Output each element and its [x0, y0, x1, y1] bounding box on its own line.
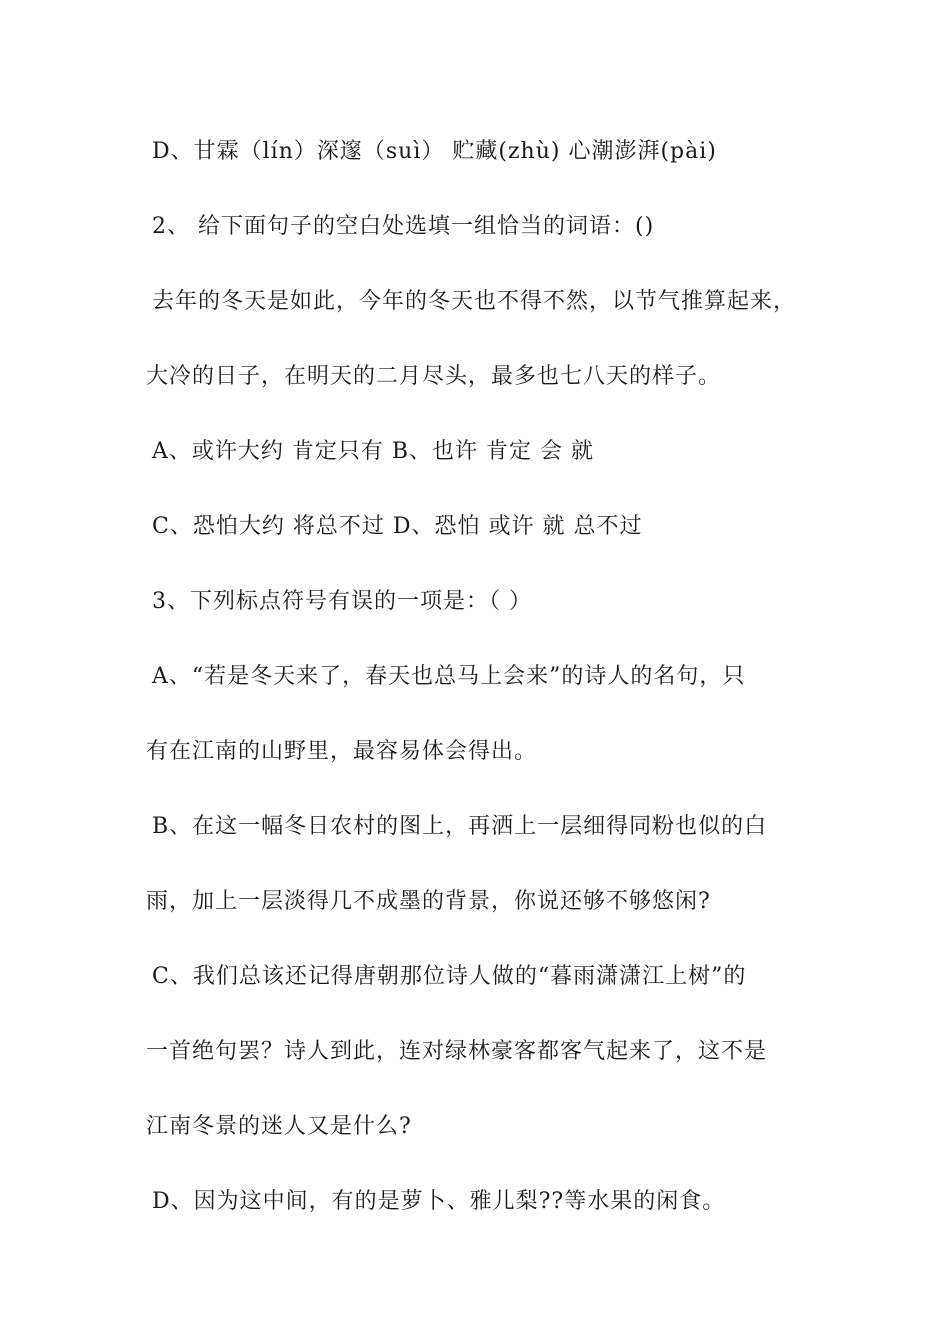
question-2-stem: 2、 给下面句子的空白处选填一组恰当的词语：() — [152, 214, 655, 239]
options-c-d-line: C、恐怕大约 将总不过 D、恐怕 或许 就 总不过 — [152, 514, 643, 539]
option-d-line: D、因为这中间，有的是萝卜、雅儿梨??等水果的闲食。 — [152, 1189, 726, 1214]
question-3-stem: 3、下列标点符号有误的一项是：（ ） — [152, 589, 532, 614]
option-c-line-3: 江南冬景的迷人又是什么? — [146, 1114, 412, 1139]
option-a-line-2: 有在江南的山野里，最容易体会得出。 — [146, 739, 538, 764]
option-b-line-1: B、在这一幅冬日农村的图上，再洒上一层细得同粉也似的白 — [152, 814, 768, 839]
option-c-line-1: C、我们总该还记得唐朝那位诗人做的“暮雨潇潇江上树”的 — [152, 964, 747, 989]
option-c-line-2: 一首绝句罢？诗人到此，连对绿林豪客都客气起来了，这不是 — [146, 1039, 768, 1064]
option-b-line-2: 雨，加上一层淡得几不成墨的背景，你说还够不够悠闲? — [146, 889, 711, 914]
passage-line-1: 去年的冬天是如此，今年的冬天也不得不然，以节气推算起来， — [152, 289, 797, 314]
passage-line-2: 大冷的日子，在明天的二月尽头，最多也七八天的样子。 — [146, 364, 722, 389]
option-a-line-1: A、“若是冬天来了，春天也总马上会来”的诗人的名句，只 — [152, 664, 746, 689]
options-a-b-line: A、或许大约 肯定只有 B、也许 肯定 会 就 — [152, 439, 595, 464]
option-d-pinyin-line: D、甘霖（lín）深邃（suì） 贮藏(zhù) 心潮澎湃(pài) — [152, 139, 717, 164]
